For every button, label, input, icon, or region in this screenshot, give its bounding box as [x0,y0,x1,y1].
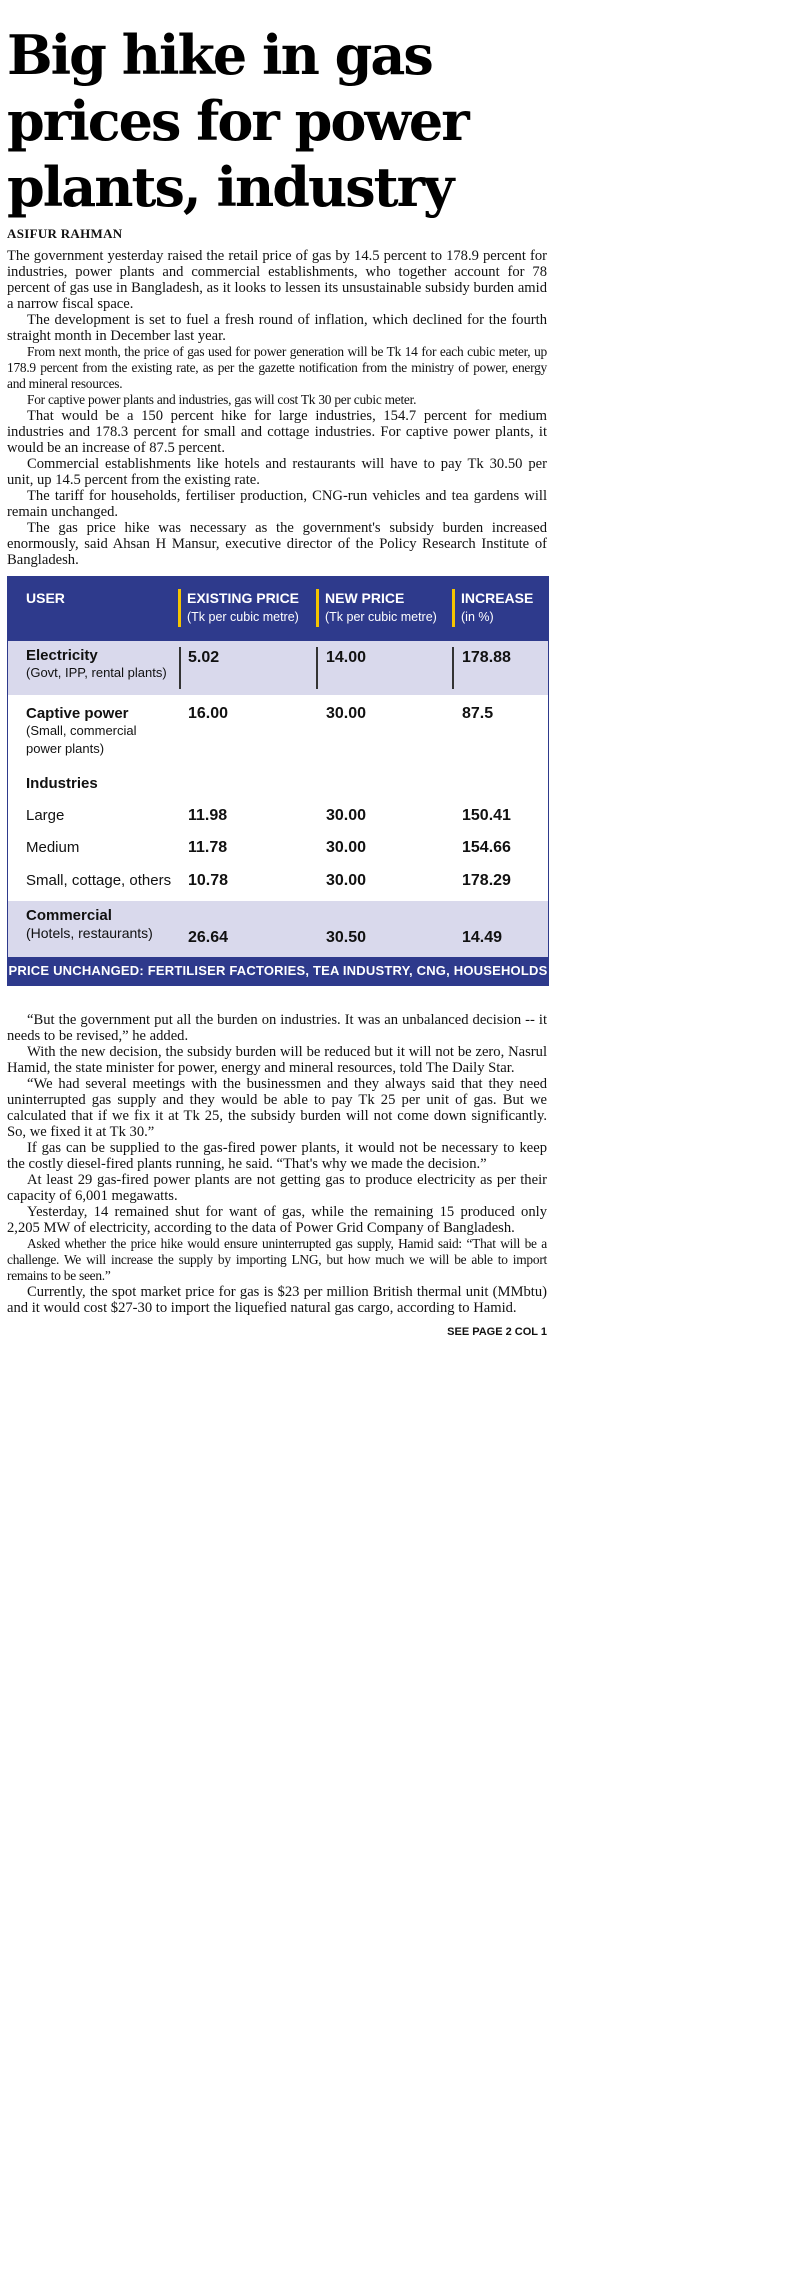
continued-see-page: SEE PAGE 2 COL 1 [447,1326,547,1338]
row-title: Industries [26,775,98,792]
increase-pct: 154.66 [462,839,511,856]
increase-pct: 87.5 [462,705,494,722]
new-price: 14.00 [326,649,367,666]
header-increase-label: INCREASE [461,590,534,606]
headline-line: Big hike in gas [7,23,432,87]
row-label: Large [26,807,65,824]
header-user: USER [26,590,65,606]
increase-pct: 178.29 [462,872,511,889]
existing-price: 10.78 [188,872,229,889]
new-price: 30.00 [326,705,367,722]
header-new-price [316,589,450,627]
gas-price-table [7,576,549,986]
table-row [8,901,548,957]
row-subtitle: (Govt, IPP, rental plants) [26,665,167,680]
paragraph: The gas price hike was necessary as the government's subsidy burden increased enormously, said Ahsan H Mansur, executive director of the Policy Research Institute of Bangladesh. [7,520,547,568]
existing-price: 5.02 [188,649,220,666]
table-section-heading [8,771,548,799]
column-divider [452,647,454,689]
paragraph: The development is set to fuel a fresh round of inflation, which declined for the fourth straight month in December last year. [7,312,547,344]
increase-pct: 150.41 [462,807,511,824]
increase-pct: 14.49 [462,929,503,946]
column-divider [179,647,181,689]
row-user [26,647,167,682]
header-increase-unit: (in %) [461,610,494,624]
row-subtitle: (Small, commercial [26,723,137,738]
paragraph: That would be a 150 percent hike for large industries, 154.7 percent for medium industries and 178.3 percent for small and cottage industries. For captive power plants, it would be an increase of 87.5 percent. [7,408,547,456]
header-existing-label: EXISTING PRICE [187,590,300,606]
header-existing-unit: (Tk per cubic metre) [187,610,299,624]
table-row [8,695,548,771]
paragraph: The government yesterday raised the retail price of gas by 14.5 percent to 178.9 percent for industries, power plants and commercial establishments, who together account for 78 percent of gas use in Bangladesh, as it looks to lessen its unsustainable subsidy burden amid a narrow fiscal space. [7,248,547,312]
paragraph: Currently, the spot market price for gas is $23 per million British thermal unit (MMbtu) and it would cost $27-30 to import the liquefied natural gas cargo, according to Hamid. [7,1284,547,1316]
article-body-bottom [7,1012,547,1316]
paragraph: Yesterday, 14 remained shut for want of gas, while the remaining 15 produced only 2,205 MW of electricity, according to the data of Power Grid Company of Bangladesh. [7,1204,547,1236]
header-increase [452,589,551,627]
headline-line: prices for power [7,89,468,153]
paragraph: The tariff for households, fertiliser production, CNG-run vehicles and tea gardens will remain unchanged. [7,488,547,520]
new-price: 30.00 [326,839,367,856]
headline-line: plants, industry [7,155,453,219]
table-row [8,865,548,901]
column-divider [316,647,318,689]
paragraph: For captive power plants and industries, gas will cost Tk 30 per cubic meter. [27,392,417,407]
table-row [8,799,548,832]
article [7,0,547,1338]
table-header [8,577,548,641]
byline: ASIFUR RAHMAN [7,226,123,241]
row-title: Commercial [26,907,112,924]
row-user [26,705,137,758]
article-body-top [7,248,547,568]
row-title: Electricity [26,647,98,664]
header-existing-price [178,589,312,627]
new-price: 30.00 [326,872,367,889]
paragraph: “But the government put all the burden on industries. It was an unbalanced decision -- it needs to be revised,” he added. [7,1012,547,1044]
row-label: Medium [26,839,80,856]
row-user [26,775,98,792]
paragraph: With the new decision, the subsidy burden will be reduced but it will not be zero, Nasrul Hamid, the state minister for power, energy and mineral resources, told The Daily Star. [7,1044,547,1076]
existing-price: 11.98 [188,807,228,824]
row-title: Captive power [26,705,129,722]
existing-price: 11.78 [188,839,228,856]
headline [7,22,547,220]
paragraph: From next month, the price of gas used for power generation will be Tk 14 for each cubic meter, up 178.9 percent from the existing rate, as per the gazette notification from the ministry of power, energy and mineral resources. [7,344,547,391]
header-new-label: NEW PRICE [325,590,405,606]
new-price: 30.00 [326,807,367,824]
existing-price: 26.64 [188,929,229,946]
paragraph: Commercial establishments like hotels and restaurants will have to pay Tk 30.50 per unit, up 14.5 percent from the existing rate. [7,456,547,488]
header-new-unit: (Tk per cubic metre) [325,610,437,624]
paragraph: Asked whether the price hike would ensure uninterrupted gas supply, Hamid said: “That will be a challenge. We will increase the supply by importing LNG, but how much we will be able to import remains to be seen.” [7,1236,547,1283]
paragraph: At least 29 gas-fired power plants are not getting gas to produce electricity as per their capacity of 6,001 megawatts. [7,1172,547,1204]
paragraph: If gas can be supplied to the gas-fired power plants, it would not be necessary to keep the costly diesel-fired plants running, he said. “That's why we made the decision.” [7,1140,547,1172]
paragraph: “We had several meetings with the businessmen and they always said that they need uninterrupted gas supply and they would be able to pay Tk 25 per unit of gas. But we calculated that if we fix it at Tk 25, the subsidy burden will not come down significantly. So, we fixed it at Tk 30.” [7,1076,547,1140]
existing-price: 16.00 [188,705,229,722]
row-user [26,907,153,942]
increase-pct: 178.88 [462,649,511,666]
row-subtitle: power plants) [26,741,105,756]
row-subtitle: (Hotels, restaurants) [26,925,153,941]
table-row [8,641,548,695]
table-footer-unchanged: PRICE UNCHANGED: FERTILISER FACTORIES, TEA INDUSTRY, CNG, HOUSEHOLDS [8,957,548,985]
table-row [8,832,548,865]
new-price: 30.50 [326,929,367,946]
row-label: Small, cottage, others [26,872,172,889]
